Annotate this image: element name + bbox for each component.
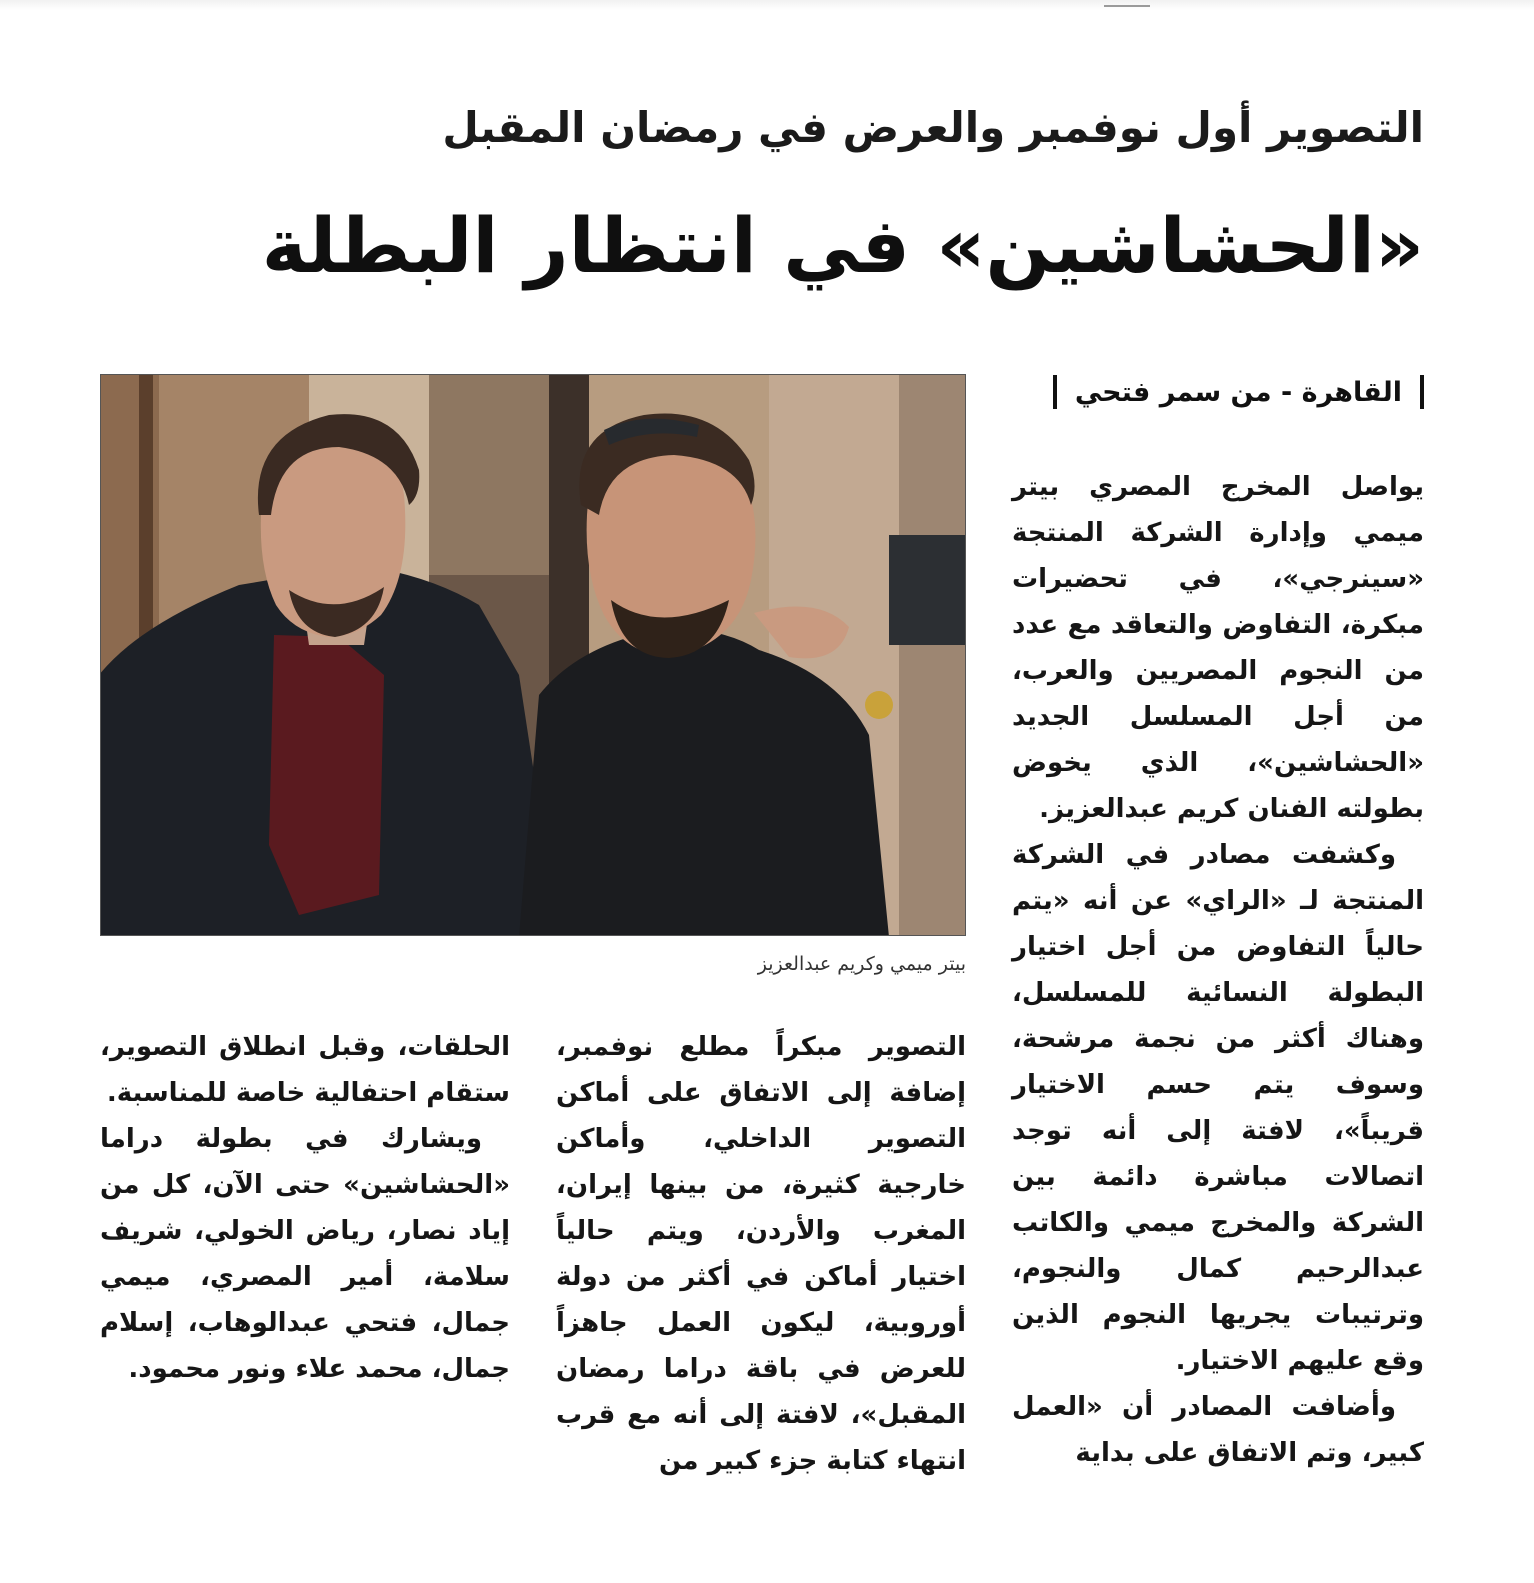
- column-1-paragraph-2: وكشفت مصادر في الشركة المنتجة لـ «الراي» عن أنه «يتم حالياً التفاوض من أجل اختيار البطولة النسائية للمسلسل، وهناك أكثر من نجمة مرشحة، وسوف يتم حسم الاختيار قريباً»، لافتة إلى أنه توجد اتصالات مباشرة دائمة بين الشركة والمخرج ميمي والكاتب عبدالرحيم كمال والنجوم، وترتيبات يجريها النجوم الذين وقع عليهم الاختيار.: [1012, 840, 1424, 1376]
- column-1-paragraph-1: يواصل المخرج المصري بيتر ميمي وإدارة الشركة المنتجة «سينرجي»، في تحضيرات مبكرة، التفاوض والتعاقد مع عدد من النجوم المصريين والعرب، من أجل المسلسل الجديد «الحشاشين»، الذي يخوض بطولته الفنان كريم عبدالعزيز.: [1012, 472, 1424, 824]
- column-1-paragraph-3: وأضافت المصادر أن «العمل كبير، وتم الاتفاق على بداية: [1012, 1392, 1424, 1468]
- photo-illustration: [100, 375, 965, 936]
- byline-bar-right: [1420, 375, 1424, 409]
- column-3-paragraph-1: الحلقات، وقبل انطلاق التصوير، ستقام احتفالية خاصة للمناسبة.: [100, 1032, 510, 1108]
- article-photo: [100, 374, 966, 936]
- article-column-2: [556, 1024, 966, 1484]
- byline-bar-left: [1053, 375, 1057, 409]
- byline: [1004, 368, 1424, 416]
- article-column-3: [100, 1024, 510, 1392]
- article-kicker: التصوير أول نوفمبر والعرض في رمضان المقبل: [442, 103, 1424, 152]
- previous-page-remnant: [1104, 0, 1150, 7]
- article-headline: «الحشاشين» في انتظار البطلة: [261, 201, 1424, 290]
- photo-caption: بيتر ميمي وكريم عبدالعزيز: [757, 953, 966, 975]
- column-2-paragraph-1: التصوير مبكراً مطلع نوفمبر، إضافة إلى الاتفاق على أماكن التصوير الداخلي، وأماكن خارجية كثيرة، من بينها إيران، المغرب والأردن، ويتم حالياً اختيار أماكن في أكثر من دولة أوروبية، ليكون العمل جاهزاً للعرض في باقة دراما رمضان المقبل»، لافتة إلى أنه مع قرب انتهاء كتابة جزء كبير من: [556, 1032, 966, 1476]
- column-3-paragraph-2: ويشارك في بطولة دراما «الحشاشين» حتى الآن، كل من إياد نصار، رياض الخولي، شريف سلامة، أمير المصري، ميمي جمال، فتحي عبدالوهاب، إسلام جمال، محمد علاء ونور محمود.: [100, 1124, 510, 1384]
- page-top-edge: [0, 0, 1534, 10]
- byline-text: القاهرة - من سمر فتحي: [1074, 376, 1402, 408]
- article-column-1: [1012, 464, 1424, 1476]
